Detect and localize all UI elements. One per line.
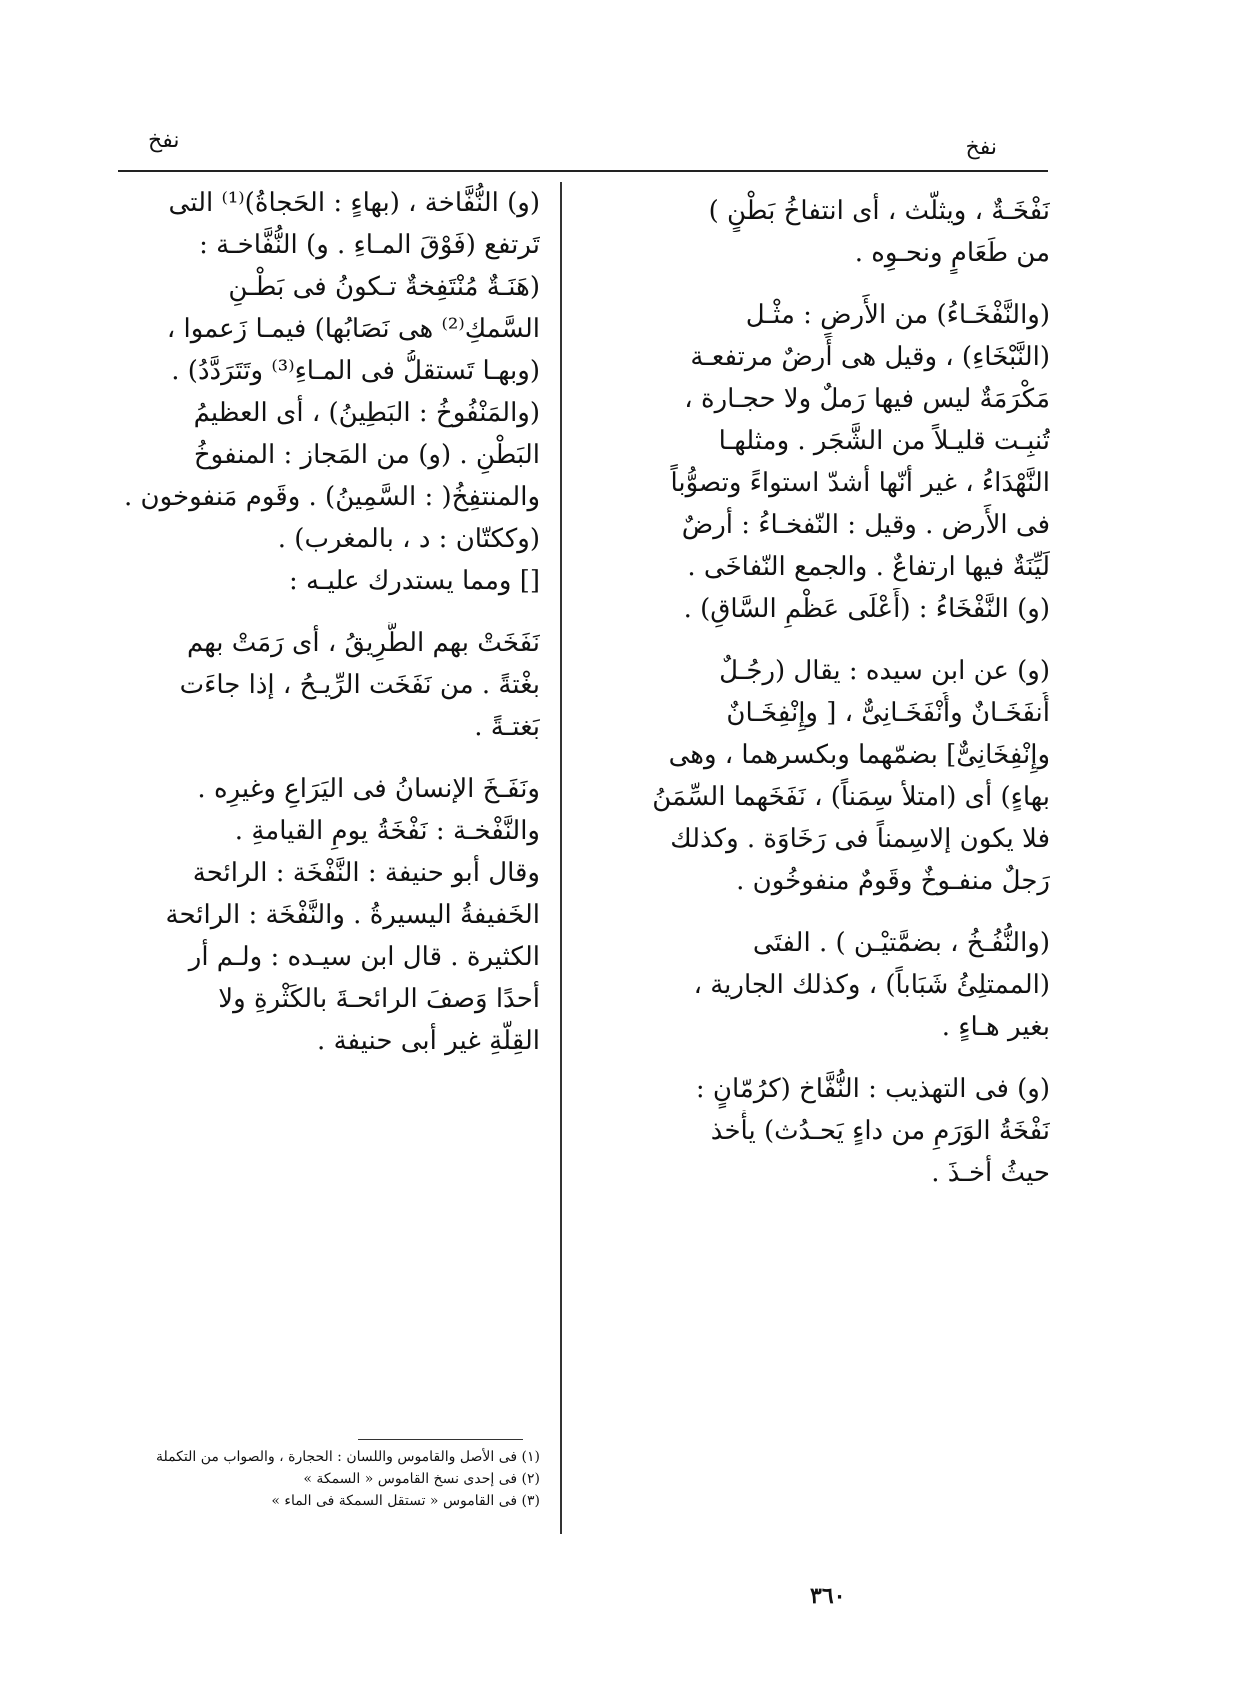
- text-line: (و) فى التهذيب : النُّفَّاخ (كرُمّانٍ :: [695, 1074, 1050, 1104]
- text-line: (والنُّفُـخُ ، بضمَّتيْـن ) . الفتَى: [752, 928, 1050, 958]
- footnote: (٢) فى إحدى نسخ القاموس « السمكة »: [303, 1471, 540, 1487]
- text-line: فلا يكون إلاسِمناً فى رَخَاوَة . وكذلك: [670, 824, 1050, 854]
- text-line: الكثيرة . قال ابن سيـده : ولـم أر: [188, 942, 540, 972]
- header-rule: [118, 170, 1048, 172]
- text-line: (النَّبْخَاءِ) ، وقيل هى أَرضٌ مرتفعـة: [690, 342, 1050, 372]
- text-line: (و) النَّفْخَاءُ : (أَعْلَى عَظْمِ السَّاقِ) .: [683, 594, 1050, 624]
- text-line: حيثُ أخـذَ .: [931, 1158, 1050, 1188]
- text-line: النَّهْدَاءُ ، غير أنّها أشدّ استواءً وتصوُّباً: [670, 468, 1050, 498]
- text-line: [] ومما يستدرك عليـه :: [289, 566, 540, 596]
- text-line: بغْتةً . من نَفَخَت الرِّيـحُ ، إذا جاءَت: [179, 670, 540, 700]
- running-head-right: نفخ: [965, 135, 997, 160]
- right-column: [585, 190, 1050, 1194]
- paragraph-gap: [585, 274, 1050, 294]
- text-line: (والمَنْفُوخُ : البَطِينُ) ، أى العظيمُ: [193, 398, 540, 428]
- text-line: نَفَخَتْ بهم الطَّرِيقُ ، أى رَمَتْ بهم: [186, 628, 540, 658]
- text-line: من طَعَامٍ ونحـوِه .: [854, 238, 1050, 268]
- text-line: وقال أبو حنيفة : النَّفْخَة : الرائحة: [192, 858, 540, 888]
- text-line: تَرتفع (فَوْقَ المـاءِ . و) النُّفَّاخـة :: [199, 230, 540, 260]
- left-column: [110, 182, 540, 1062]
- text-line: (وككتّان : د ، بالمغرب) .: [277, 524, 540, 554]
- text-line: بَغتـةً .: [474, 712, 540, 742]
- text-line: ونَفَـخَ الإنسانُ فى اليَرَاعِ وغيرِه .: [197, 774, 540, 804]
- text-line: والنَّفْخـة : نَفْخَةُ يومِ القيامةِ .: [234, 816, 540, 846]
- text-line: (وبهـا تَستقلُّ فى المـاءِ⁽³⁾ وتَتَرَدَّدُ) .: [171, 356, 540, 386]
- text-line: (والنَّفْخَـاءُ) من الأَرضِ : مثْـل: [745, 300, 1050, 330]
- paragraph-gap: [585, 902, 1050, 922]
- text-line: فى الأَرض . وقيل : النّفخـاءُ : أرضٌ: [681, 510, 1050, 540]
- text-line: تُنبِـت قليـلاً من الشَّجَر . ومثلهـا: [718, 426, 1050, 456]
- text-line: مَكْرَمَةٌ ليس فيها رَملٌ ولا حجـارة ،: [684, 384, 1050, 414]
- column-divider: [560, 182, 562, 1534]
- text-line: لَيِّنَةٌ فيها ارتفاعٌ . والجمع النّفاخَى .: [687, 552, 1050, 582]
- text-line: (و) عن ابن سيده : يقال (رجُـلٌ: [719, 656, 1050, 686]
- text-line: (هَنَـةٌ مُنْتَفِخةٌ تـكونُ فى بَطْـنِ: [228, 272, 540, 302]
- text-line: (و) النُّفَّاخة ، (بهاءٍ : الحَجاةُ)⁽¹⁾ التى: [168, 188, 540, 218]
- paragraph-gap: [585, 1048, 1050, 1068]
- text-line: والمنتفِخُ( : السَّمِينُ) . وقَوم مَنفوخون .: [124, 482, 540, 512]
- text-line: أحدًا وَصفَ الرائحـةَ بالكَثْرةِ ولا: [218, 984, 540, 1014]
- text-line: بغير هـاءٍ .: [941, 1012, 1050, 1042]
- text-line: نَفْخَةُ الوَرَمِ من داءٍ يَحـدُث) يأْخذ: [710, 1116, 1050, 1146]
- text-line: نَفْخَـةٌ ، ويثلّث ، أى انتفاخُ بَطْنٍ ): [708, 196, 1050, 226]
- text-line: السَّمكِ⁽²⁾ هى نَصَابُها) فيمـا زَعموا ،: [166, 314, 540, 344]
- paragraph-gap: [110, 602, 540, 622]
- footnote: (٣) فى القاموس « تستقل السمكة فى الماء »: [271, 1493, 540, 1509]
- paragraph-gap: [585, 630, 1050, 650]
- text-line: البَطْنِ . (و) من المَجاز : المنفوخُ: [193, 440, 540, 470]
- page-number: ٣٦٠: [810, 1583, 846, 1609]
- footnote: (١) فى الأصل والقاموس واللسان : الحجارة ، والصواب من التكملة: [155, 1449, 540, 1465]
- text-line: القِلّةِ غير أبى حنيفة .: [317, 1026, 540, 1056]
- text-line: (الممتلِئُ شَبَاباً) ، وكذلك الجارية ،: [693, 970, 1050, 1000]
- text-line: رَجلٌ منفـوخٌ وقَومٌ منفوخُون .: [736, 866, 1050, 896]
- paragraph-gap: [110, 748, 540, 768]
- text-line: أُنفَخَـانٌ وأُنْفَخَـانِىٌّ ، [ وإِنْفِخَـانٌ: [726, 698, 1050, 728]
- running-head-left: نفخ: [148, 128, 180, 153]
- footnotes: [110, 1446, 540, 1512]
- text-line: الخَفيفةُ اليسيرةُ . والنَّفْخَة : الرائحة: [165, 900, 540, 930]
- footnote-rule: [358, 1439, 523, 1440]
- text-line: وإِنْفِخَانِىٌّ] بضمّهما وبكسرهما ، وهى: [668, 740, 1050, 770]
- text-line: بهاءٍ) أى (امتلأ سِمَناً) ، نَفَخَهما السِّمَنُ: [652, 782, 1050, 812]
